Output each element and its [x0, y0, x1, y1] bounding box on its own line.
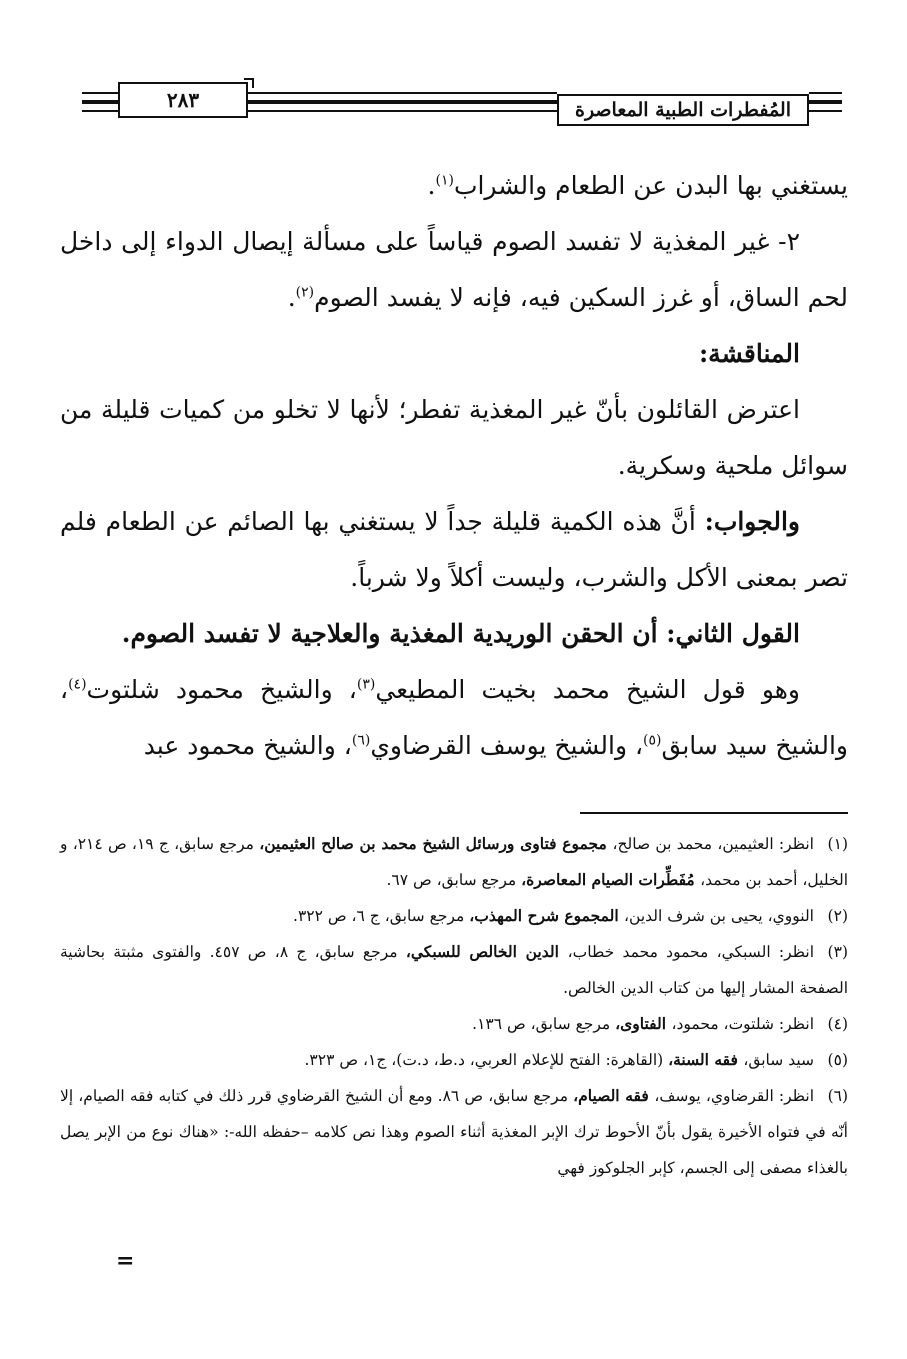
- footnote-ref: (٥): [643, 732, 662, 749]
- paragraph: ٢- غير المغذية لا تفسد الصوم قياساً على مسألة إيصال الدواء إلى داخل لحم الساق، أو غرز السكين فيه، فإنه لا يفسد الصوم$^{(٢)}$.: [60, 227, 848, 312]
- footnote-ref: (٣): [356, 676, 376, 693]
- paragraph: يستغني بها البدن عن الطعام والشراب$^{(١)}$.: [427, 171, 848, 200]
- header-rule: [248, 110, 557, 112]
- header-rule: [82, 100, 118, 104]
- footnotes: [60, 826, 848, 1186]
- footnote: (٦)انظر: القرضاوي، يوسف، فقه الصيام، مرجع سابق، ص ٨٦. ومع أن الشيخ القرضاوي قرر ذلك في كتابه فقه الصيام، إلا أنّه في فتواه الأخيرة يقول بأنّ الأحوط ترك الإبر المغذية أثناء الصوم وهذا نص كلامه –حفظه الله-: «هناك نوع من الإبر يصل بالغذاء مصفى إلى الجسم، كإبر الجلوكوز فهي: [60, 1086, 849, 1177]
- running-title: المُفطرات الطبية المعاصرة: [557, 94, 809, 126]
- footnote: (١)انظر: العثيمين، محمد بن صالح، مجموع فتاوى ورسائل الشيخ محمد بن صالح العثيمين، مرجع سابق، ج ١٩، ص ٢١٤، و الخليل، أحمد بن محمد، مُفَطِّرات الصيام المعاصرة، مرجع سابق، ص ٦٧.: [60, 834, 848, 889]
- opinion-heading: القول الثاني: أن الحقن الوريدية المغذية والعلاجية لا تفسد الصوم.: [121, 619, 800, 648]
- section-heading: المناقشة:: [698, 339, 800, 368]
- footnote: (٢)النووي، يحيى بن شرف الدين، المجموع شرح المهذب، مرجع سابق، ج ٦، ص ٣٢٢.: [293, 906, 848, 925]
- page-number: ٢٨٣: [118, 82, 248, 118]
- footnote-ref: (١): [435, 172, 454, 189]
- footnote-ref: (٤): [68, 676, 87, 693]
- footnote: (٥)سيد سابق، فقه السنة، (القاهرة: الفتح للإعلام العربي، د.ط، د.ت)، ج١، ص ٣٢٣.: [304, 1050, 848, 1069]
- header-rule: [248, 92, 557, 94]
- header-rule: [809, 100, 842, 104]
- footnote: (٤)انظر: شلتوت، محمود، الفتاوى، مرجع سابق، ص ١٣٦.: [472, 1014, 848, 1033]
- paragraph: وهو قول الشيخ محمد بخيت المطيعي$^{(٣)}$، والشيخ محمود شلتوت$^{(٤)}$، والشيخ سيد سابق$^{(٥)}$، والشيخ يوسف القرضاوي$^{(٦)}$، والشيخ محمود عبد: [60, 675, 848, 760]
- continuation-mark: =: [116, 1248, 135, 1274]
- footnote-ref: (٢): [295, 284, 315, 301]
- main-text: [60, 158, 848, 774]
- footnote-ref: (٦): [351, 732, 371, 749]
- header-rule: [248, 100, 557, 104]
- page-header: [82, 78, 842, 126]
- header-rule: [82, 110, 118, 112]
- header-rule: [809, 92, 842, 94]
- footnote: (٣)انظر: السبكي، محمود محمد خطاب، الدين الخالص للسبكي، مرجع سابق، ج ٨، ص ٤٥٧. والفتوى مثبتة بحاشية الصفحة المشار إليها من كتاب الدين الخالص.: [60, 942, 848, 997]
- paragraph: اعترض القائلون بأنّ غير المغذية تفطر؛ لأنها لا تخلو من كميات قليلة من سوائل ملحية وسكرية.: [60, 395, 848, 480]
- header-rule: [82, 92, 118, 94]
- footnote-separator: [580, 812, 848, 814]
- paragraph: والجواب: أنَّ هذه الكمية قليلة جداً لا يستغني بها الصائم عن الطعام فلم تصر بمعنى الأكل والشرب، وليست أكلاً ولا شرباً.: [60, 507, 848, 592]
- answer-label: والجواب:: [704, 507, 800, 536]
- header-rule: [809, 110, 842, 112]
